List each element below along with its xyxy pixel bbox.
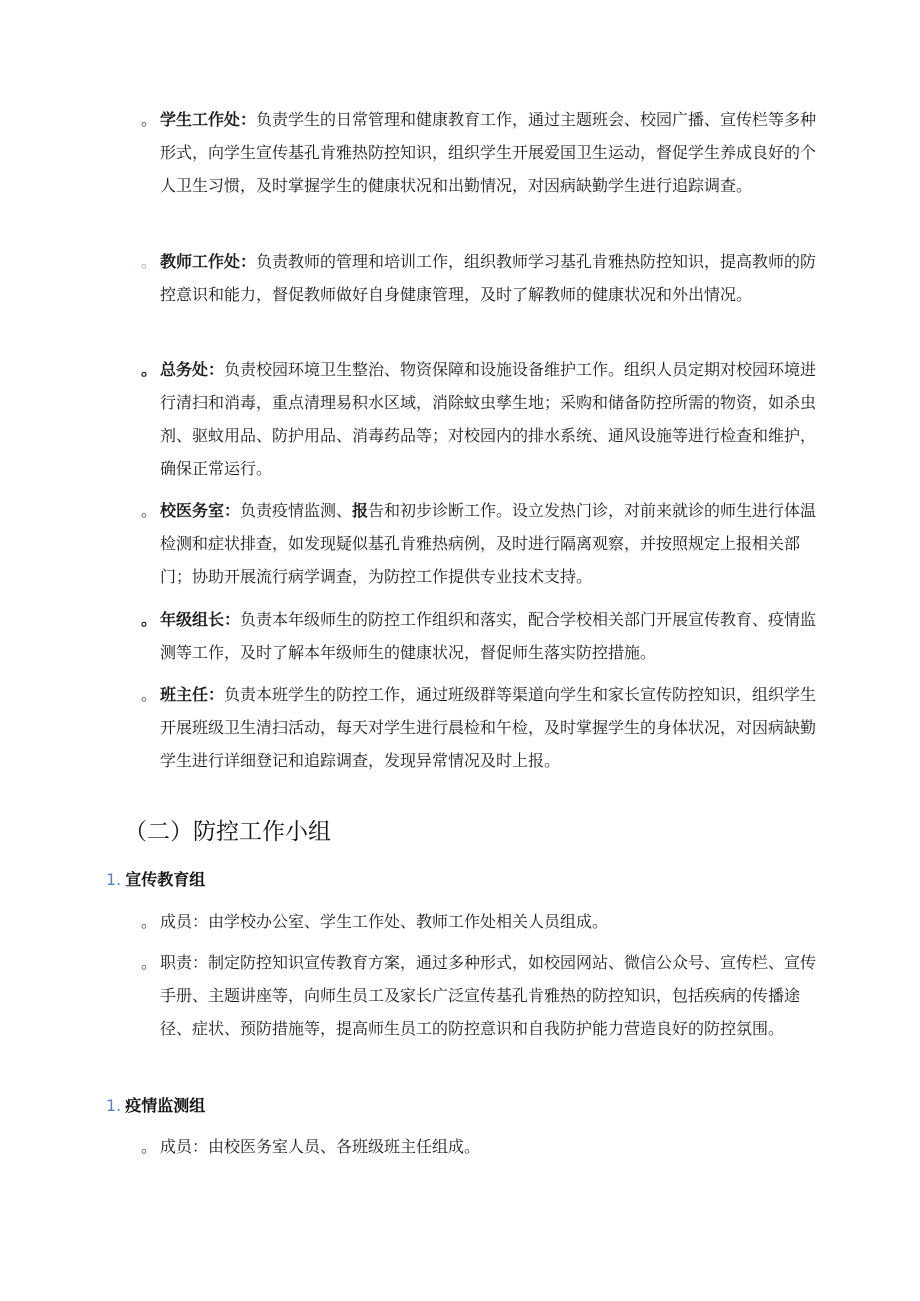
item-label: 年级组长： <box>160 610 241 629</box>
list-item-student-affairs <box>141 103 825 202</box>
bullet-icon: 。 <box>141 953 158 972</box>
group-entry-duties <box>141 946 825 1045</box>
item-text: 负责本年级师生的防控工作组织和落实，配合学校相关部门开展宣传教育、疫情监测等工作，及时了解本年级师生的健康状况，督促师生落实防控措施。 <box>160 610 817 662</box>
group-heading-publicity <box>106 868 205 892</box>
item-bold-word: 报 <box>352 501 369 520</box>
entry-text: 成员：由学校办公室、学生工作处、教师工作处相关人员组成。 <box>160 912 609 931</box>
list-item-head-teacher <box>141 678 825 777</box>
group-number: 1. <box>106 870 122 889</box>
item-text-before: 负责疫情监测、 <box>240 501 353 520</box>
item-text: 负责教师的管理和培训工作，组织教师学习基孔肯雅热防控知识，提高教师的防控意识和能力，督促教师做好自身健康管理，及时了解教师的健康状况和外出情况。 <box>160 252 817 304</box>
bullet-icon: 。 <box>141 685 158 704</box>
group-entry-members <box>141 905 825 938</box>
list-item-general-affairs <box>141 353 825 485</box>
item-label: 总务处： <box>160 360 225 379</box>
item-label: 校医务室： <box>160 501 241 520</box>
item-label: 学生工作处： <box>160 110 257 129</box>
list-item-clinic <box>141 494 825 593</box>
group-heading-monitoring <box>106 1094 205 1118</box>
group-entry-members <box>141 1130 825 1163</box>
item-text: 告和初步诊断工作。设立发热门诊，对前来就诊的师生进行体温检测和症状排查，如发现疑似基孔肯雅热病例，及时进行隔离观察，并按照规定上报相关部门；协助开展流行病学调查，为防控工作提供专业技术支持。 <box>160 501 817 586</box>
entry-text: 成员：由校医务室人员、各班级班主任组成。 <box>160 1137 481 1156</box>
bullet-icon: 。 <box>141 252 158 271</box>
entry-text: 职责：制定防控知识宣传教育方案，通过多种形式，如校园网站、微信公众号、宣传栏、宣传手册、主题讲座等，向师生员工及家长广泛宣传基孔肯雅热的防控知识，包括疾病的传播途径、症状、预防措施等，提高师生员工的防控意识和自我防护能力营造良好的防控氛围。 <box>160 953 817 1038</box>
group-title: 宣传教育组 <box>125 870 206 889</box>
bullet-icon: 。 <box>141 360 158 379</box>
item-label: 教师工作处： <box>160 252 257 271</box>
item-text: 负责学生的日常管理和健康教育工作，通过主题班会、校园广播、宣传栏等多种形式，向学生宣传基孔肯雅热防控知识，组织学生开展爱国卫生运动，督促学生养成良好的个人卫生习惯，及时掌握学生的健康状况和出勤情况，对因病缺勤学生进行追踪调查。 <box>160 110 817 195</box>
bullet-icon: 。 <box>141 501 158 520</box>
item-text: 负责校园环境卫生整治、物资保障和设施设备维护工作。组织人员定期对校园环境进行清扫和消毒，重点清理易积水区域，消除蚊虫孳生地；采购和储备防控所需的物资，如杀虫剂、驱蚊用品、防护用品、消毒药品等；对校园内的排水系统、通风设施等进行检查和维护，确保正常运行。 <box>160 360 817 478</box>
list-item-grade-leader <box>141 603 825 669</box>
bullet-icon: 。 <box>141 912 158 931</box>
bullet-icon: 。 <box>141 110 158 129</box>
group-number: 1. <box>106 1096 122 1115</box>
group-title: 疫情监测组 <box>125 1096 206 1115</box>
bullet-icon: 。 <box>141 1137 158 1156</box>
item-label: 班主任： <box>160 685 225 704</box>
list-item-teacher-affairs <box>141 245 825 311</box>
section-heading: （二）防控工作小组 <box>124 819 331 845</box>
item-text: 负责本班学生的防控工作，通过班级群等渠道向学生和家长宣传防控知识，组织学生开展班级卫生清扫活动，每天对学生进行晨检和午检，及时掌握学生的身体状况，对因病缺勤学生进行详细登记和追踪调查，发现异常情况及时上报。 <box>160 685 817 770</box>
bullet-icon: 。 <box>141 610 158 629</box>
